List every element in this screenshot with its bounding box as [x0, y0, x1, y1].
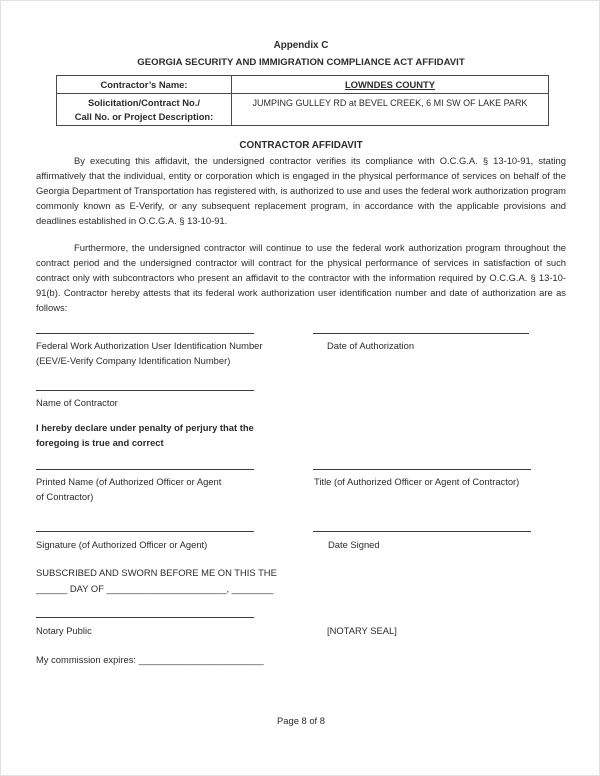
- printed-name-label-line1: Printed Name (of Authorized Officer or Agent: [36, 476, 222, 487]
- federal-id-label-line2: (EEV/E-Verify Company Identification Number): [36, 355, 231, 366]
- project-description-row: [57, 93, 548, 125]
- contractor-name-label: Contractor’s Name:: [57, 76, 232, 93]
- date-signed-label: Date Signed: [328, 539, 380, 550]
- solicitation-label: [57, 94, 232, 125]
- federal-id-label: [36, 338, 336, 368]
- appendix-label: Appendix C: [273, 40, 329, 51]
- signature-blank-line: [36, 531, 254, 532]
- affidavit-paragraph-2: Furthermore, the undersigned contractor will continue to use the federal work authorization program throughout the contract period and the undersigned contractor will contract for the physical performance of services in satisfaction of such contract only with subcontractors who present an affidavit to the contractor with the information required by O.C.G.A. § 13-10- 91(b). Contractor hereby attests that its federal work authorization user identification number and date of authorization are as follows:: [36, 242, 566, 313]
- day-of-blank-text: ______ DAY OF _______________________, ________: [36, 583, 274, 594]
- date-of-authorization-label: Date of Authorization: [327, 340, 415, 351]
- federal-id-label-line1: Federal Work Authorization User Identification Number: [36, 340, 263, 351]
- perjury-declaration-line2: foregoing is true and correct: [36, 437, 164, 448]
- project-description-text: JUMPING GULLEY RD at BEVEL CREEK, 6 MI SW OF LAKE PARK: [252, 98, 528, 108]
- notary-public-blank-line: [36, 617, 254, 618]
- printed-name-label: [36, 474, 316, 504]
- printed-name-label-line2: of Contractor): [36, 491, 94, 502]
- title-label: Title (of Authorized Officer or Agent of Contractor): [314, 476, 520, 487]
- solicitation-label-line1: Solicitation/Contract No./: [88, 97, 200, 108]
- affidavit-paragraph-1: By executing this affidavit, the undersigned contractor verifies its compliance with O.C.G.A. § 13-10-91, stating affirmatively that the individual, entity or corporation which is engaged in the physical performance of services on behalf of the Georgia Department of Transportation has registered with, is authorized to use and uses the federal work authorization program commonly known as E-Verify, or any subsequent replacement program, in accordance with the applicable provisions and deadlines established in O.C.G.A. § 13-10-91.: [36, 155, 566, 226]
- signature-label: Signature (of Authorized Officer or Agent): [36, 539, 208, 550]
- date-of-authorization-blank-line: [313, 333, 529, 334]
- document-title: GEORGIA SECURITY AND IMMIGRATION COMPLIANCE ACT AFFIDAVIT: [137, 57, 465, 68]
- contractor-affidavit-heading: CONTRACTOR AFFIDAVIT: [239, 140, 363, 151]
- title-blank-line: [313, 469, 531, 470]
- printed-name-blank-line: [36, 469, 254, 470]
- name-of-contractor-blank-line: [36, 390, 254, 391]
- notary-public-label: Notary Public: [36, 625, 92, 636]
- project-description-value: [232, 94, 548, 125]
- notary-seal-label: [NOTARY SEAL]: [327, 625, 397, 636]
- contractor-name-row: [57, 76, 548, 93]
- page-number: Page 8 of 8: [277, 715, 325, 726]
- name-of-contractor-label: Name of Contractor: [36, 397, 118, 408]
- date-signed-blank-line: [313, 531, 531, 532]
- perjury-declaration-line1: I hereby declare under penalty of perjury that the: [36, 422, 254, 433]
- solicitation-label-line2: Call No. or Project Description:: [74, 111, 214, 122]
- perjury-declaration: [36, 420, 336, 450]
- contractor-name-value: [232, 76, 548, 93]
- commission-expires-text: My commission expires: ________________________: [36, 654, 264, 665]
- contractor-name-text: LOWNDES COUNTY: [344, 79, 436, 90]
- contractor-table: [56, 75, 549, 126]
- subscribed-sworn-text: SUBSCRIBED AND SWORN BEFORE ME ON THIS THE: [36, 567, 277, 578]
- federal-id-blank-line: [36, 333, 254, 334]
